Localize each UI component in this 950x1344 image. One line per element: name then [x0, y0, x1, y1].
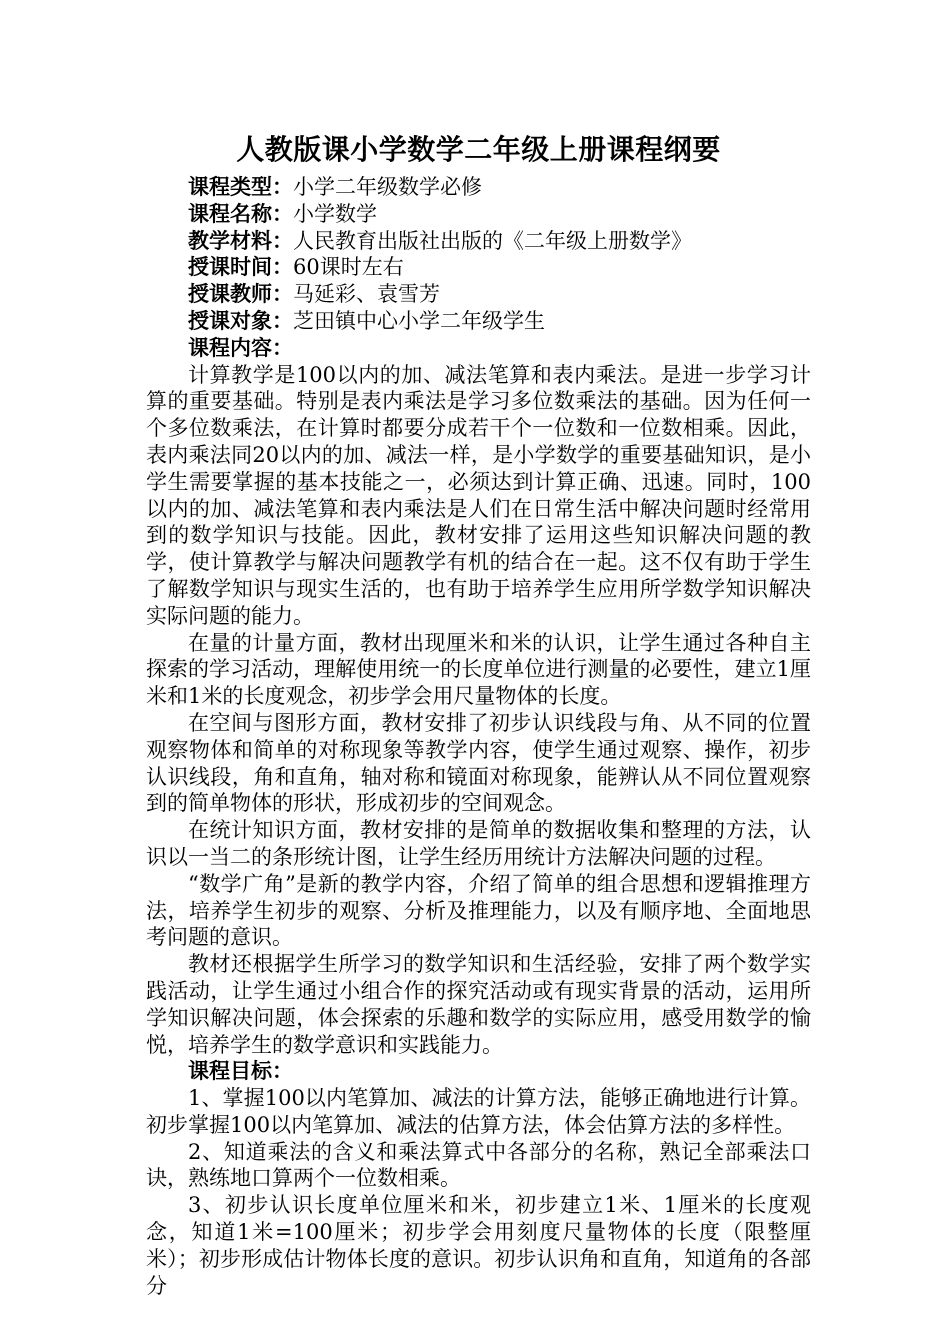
info-label: 课程名称： [188, 200, 293, 226]
info-row-course-name [146, 201, 811, 228]
content-paragraph: “数学广角”是新的教学内容，介绍了简单的组合思想和逻辑推理方法，培养学生初步的观察、分析及推理能力，以及有顺序地、全面地思考问题的意识。 [146, 871, 811, 950]
content-paragraph: 在量的计量方面，教材出现厘米和米的认识，让学生通过各种自主探索的学习活动，理解使用统一的长度单位进行测量的必要性，建立1厘米和1米的长度观念，初步学会用尺量物体的长度。 [146, 630, 811, 709]
course-info [146, 174, 811, 335]
content-paragraph: 教材还根据学生所学习的数学知识和生活经验，安排了两个数学实践活动，让学生通过小组合作的探究活动或有现实背景的活动，运用所学知识解决问题，体会探索的乐趣和数学的实际应用，感受用数学的愉悦，培养学生的数学意识和实践能力。 [146, 952, 811, 1057]
info-label: 课程类型： [188, 174, 293, 199]
info-label: 教学材料： [188, 227, 293, 253]
goals-heading: 课程目标： [188, 1058, 293, 1084]
info-value: 小学二年级数学必修 [293, 175, 482, 199]
info-label: 授课对象： [188, 307, 293, 333]
document-page [146, 128, 811, 1299]
info-row-course-type [146, 174, 811, 201]
info-label: 授课教师： [188, 281, 293, 307]
document-title: 人教版课小学数学二年级上册课程纲要 [236, 133, 721, 166]
info-value: 马延彩、袁雪芳 [293, 282, 440, 307]
info-value: 人民教育出版社出版的《二年级上册数学》 [293, 228, 692, 253]
info-row-materials [146, 228, 811, 255]
goal-paragraph: 1、掌握100以内笔算加、减法的计算方法，能够正确地进行计算。初步掌握100以内笔算加、减法的估算方法，体会估算方法的多样性。 [146, 1086, 811, 1137]
content-heading: 课程内容： [188, 334, 293, 360]
info-row-hours [146, 254, 811, 281]
info-value: 60课时左右 [293, 255, 404, 280]
content-paragraph: 在空间与图形方面，教材安排了初步认识线段与角、从不同的位置观察物体和简单的对称现象等教学内容，使学生通过观察、操作，初步认识线段，角和直角，轴对称和镜面对称现象，能辨认从不同位置观察到的简单物体的形状，形成初步的空间观念。 [146, 710, 811, 816]
content-paragraph: 计算教学是100以内的加、减法笔算和表内乘法。是进一步学习计算的重要基础。特别是表内乘法是学习多位数乘法的基础。因为任何一个多位数乘法，在计算时都要分成若干个一位数和一位数相乘。因此，表内乘法同20以内的加、减法一样，是小学数学的重要基础知识，是小学生需要掌握的基本技能之一，必须达到计算正确、迅速。同时，100以内的加、减法笔算和表内乘法是人们在日常生活中解决问题时经常用到的数学知识与技能。因此，教材安排了运用这些知识解决问题的教学，使计算教学与解决问题教学有机的结合在一起。这不仅有助于学生了解数学知识与现实生活的，也有助于培养学生应用所学数学知识解决实际问题的能力。 [146, 362, 811, 628]
goal-paragraph: 3、初步认识长度单位厘米和米，初步建立1米、1厘米的长度观念，知道1米=100厘米；初步学会用刻度尺量物体的长度（限整厘米）；初步形成估计物体长度的意识。初步认识角和直角，知道角的各部分 [146, 1193, 811, 1298]
goal-paragraph: 2、知道乘法的含义和乘法算式中各部分的名称，熟记全部乘法口诀，熟练地口算两个一位数相乘。 [146, 1139, 811, 1191]
info-value: 小学数学 [293, 201, 377, 226]
info-row-teachers [146, 281, 811, 308]
info-label: 授课时间： [188, 254, 293, 280]
content-paragraph: 在统计知识方面，教材安排的是简单的数据收集和整理的方法，认识以一当二的条形统计图，让学生经历用统计方法解决问题的过程。 [146, 818, 811, 869]
info-value: 芝田镇中心小学二年级学生 [293, 308, 545, 333]
info-row-audience [146, 308, 811, 335]
